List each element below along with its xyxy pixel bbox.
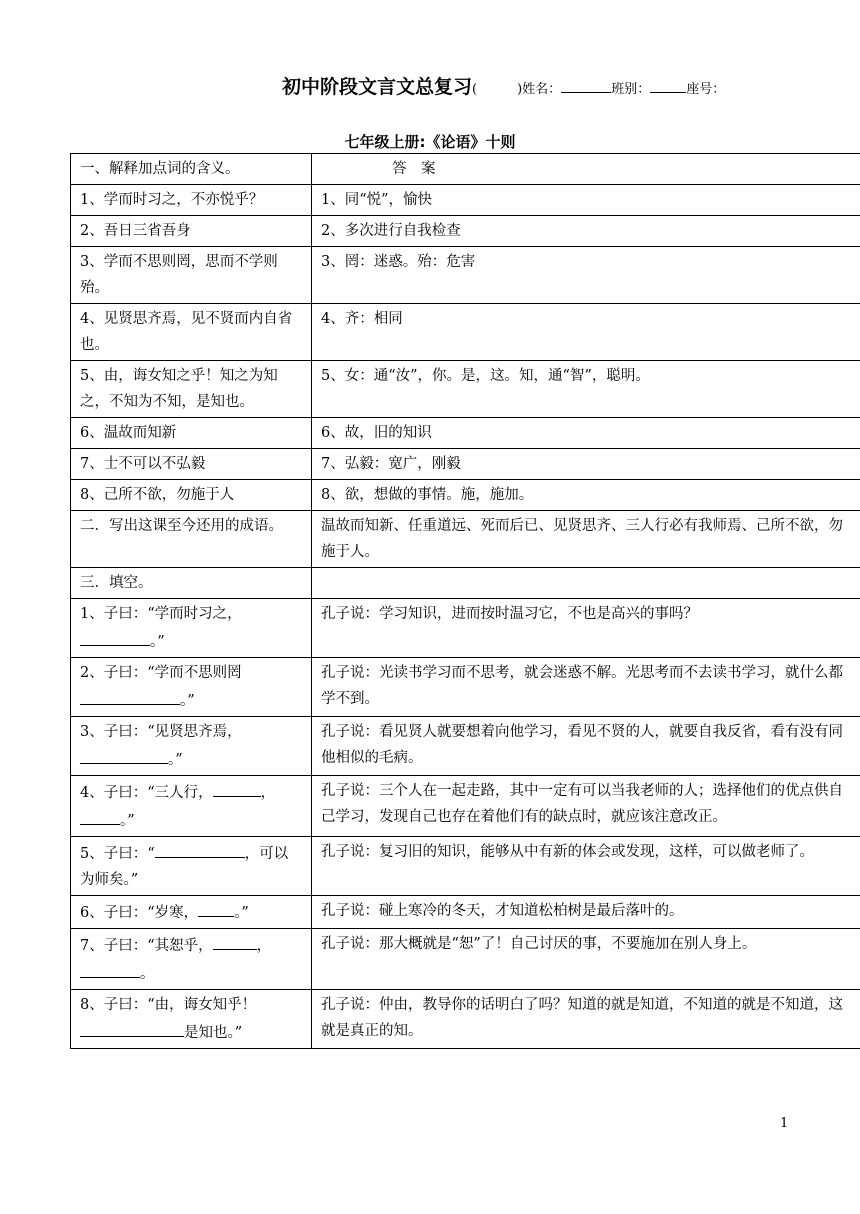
fill-answer: 孔子说：光读书学习而不思考，就会迷惑不解。光思考而不去读书学习，就什么都学不到。: [312, 658, 860, 717]
page-number: 1: [780, 1116, 789, 1131]
section3-row: [71, 568, 860, 599]
table-row: [71, 185, 860, 216]
table-row: [71, 480, 860, 511]
class-label: 班别：: [611, 82, 651, 97]
fill-question: 2、子曰：“学而不思则罔。”: [71, 658, 312, 717]
answer-cell: 5、女：通“汝”，你。是，这。知，通“智”，聪明。: [312, 361, 860, 418]
table-header-row: [71, 154, 860, 185]
fill-blank[interactable]: [80, 959, 140, 978]
fill-question: 3、子曰：“见贤思齐焉，。”: [71, 717, 312, 776]
table-row: [71, 216, 860, 247]
fill-blank[interactable]: [80, 1018, 184, 1037]
fill-row: [71, 599, 860, 658]
header-left: 一、解释加点词的含义。: [71, 154, 312, 185]
question-cell: 5、由，诲女知之乎！知之为知之，不知为不知，是知也。: [71, 361, 312, 418]
fill-answer: 孔子说：复习旧的知识，能够从中有新的体会或发现，这样，可以做老师了。: [312, 837, 860, 896]
fill-row: [71, 717, 860, 776]
answer-cell: 1、同“悦”，愉快: [312, 185, 860, 216]
fill-row: [71, 990, 860, 1049]
table-row: [71, 304, 860, 361]
answer-cell: 4、齐：相同: [312, 304, 860, 361]
review-table: [70, 153, 860, 1049]
fill-question: 5、子曰：“ ，可以为师矣。”: [71, 837, 312, 896]
fill-blank[interactable]: [213, 931, 257, 950]
section-subtitle: 七年级上册:《论语》十则: [344, 133, 516, 151]
fill-answer: 孔子说：三个人在一起走路，其中一定有可以当我老师的人；选择他们的优点供自己学习，发现自己也存在着他们有的缺点时，就应该注意改正。: [312, 776, 860, 837]
fill-question: 1、子曰：“学而时习之，。”: [71, 599, 312, 658]
question-cell: 6、温故而知新: [71, 418, 312, 449]
answer-cell: 7、弘毅：宽广，刚毅: [312, 449, 860, 480]
header-right: 答 案: [312, 154, 860, 185]
fill-row: [71, 837, 860, 896]
fill-blank[interactable]: [213, 778, 261, 797]
fill-blank[interactable]: [80, 627, 150, 646]
name-label: 姓名：: [522, 82, 562, 97]
fill-blank[interactable]: [80, 806, 120, 825]
fill-row: [71, 776, 860, 837]
section3-empty: [312, 568, 860, 599]
fill-row: [71, 658, 860, 717]
fill-blank[interactable]: [80, 745, 168, 764]
name-blank[interactable]: [561, 78, 611, 93]
answer-cell: 6、故，旧的知识: [312, 418, 860, 449]
fill-answer: 孔子说：仲由，教导你的话明白了吗？知道的就是知道，不知道的就是不知道，这就是真正的知。: [312, 990, 860, 1049]
fill-question: 4、子曰：“三人行， ，。”: [71, 776, 312, 837]
fill-row: [71, 896, 860, 929]
fill-answer: 孔子说：看见贤人就要想着向他学习，看见不贤的人，就要自我反省，看有没有同他相似的毛病。: [312, 717, 860, 776]
answer-cell: 3、罔：迷惑。殆：危害: [312, 247, 860, 304]
table-row: [71, 449, 860, 480]
fill-question: 6、子曰：“岁寒， 。”: [71, 896, 312, 929]
paren-open: (: [472, 82, 478, 97]
fill-row: [71, 929, 860, 990]
seat-label: 座号：: [686, 82, 726, 97]
question-cell: 3、学而不思则罔，思而不学则殆。: [71, 247, 312, 304]
section3-label: 三．填空。: [71, 568, 312, 599]
question-cell: 4、见贤思齐焉，见不贤而内自省也。: [71, 304, 312, 361]
fill-question: 7、子曰：“其恕乎， ，。: [71, 929, 312, 990]
class-blank[interactable]: [650, 78, 686, 93]
fill-blank[interactable]: [198, 898, 234, 917]
answer-cell: 2、多次进行自我检查: [312, 216, 860, 247]
page-header: [282, 72, 725, 99]
paren-close: ): [517, 82, 523, 97]
section2-row: [71, 511, 860, 568]
page-title: 初中阶段文言文总复习: [282, 76, 473, 98]
fill-answer: 孔子说：那大概就是“恕”了！自己讨厌的事，不要施加在别人身上。: [312, 929, 860, 990]
table-row: [71, 361, 860, 418]
question-cell: 1、学而时习之，不亦悦乎？: [71, 185, 312, 216]
fill-answer: 孔子说：碰上寒冷的冬天，才知道松柏树是最后落叶的。: [312, 896, 860, 929]
question-cell: 2、吾日三省吾身: [71, 216, 312, 247]
fill-question: 8、子曰：“由，诲女知乎！是知也。”: [71, 990, 312, 1049]
answer-cell: 8、欲，想做的事情。施，施加。: [312, 480, 860, 511]
section2-question: 二．写出这课至今还用的成语。: [71, 511, 312, 568]
fill-blank[interactable]: [155, 839, 245, 858]
table-row: [71, 247, 860, 304]
fill-answer: 孔子说：学习知识，进而按时温习它，不也是高兴的事吗？: [312, 599, 860, 658]
section2-answer: 温故而知新、任重道远、死而后已、见贤思齐、三人行必有我师焉、己所不欲，勿施于人。: [312, 511, 860, 568]
question-cell: 7、士不可以不弘毅: [71, 449, 312, 480]
question-cell: 8、己所不欲，勿施于人: [71, 480, 312, 511]
table-row: [71, 418, 860, 449]
fill-blank[interactable]: [80, 686, 180, 705]
